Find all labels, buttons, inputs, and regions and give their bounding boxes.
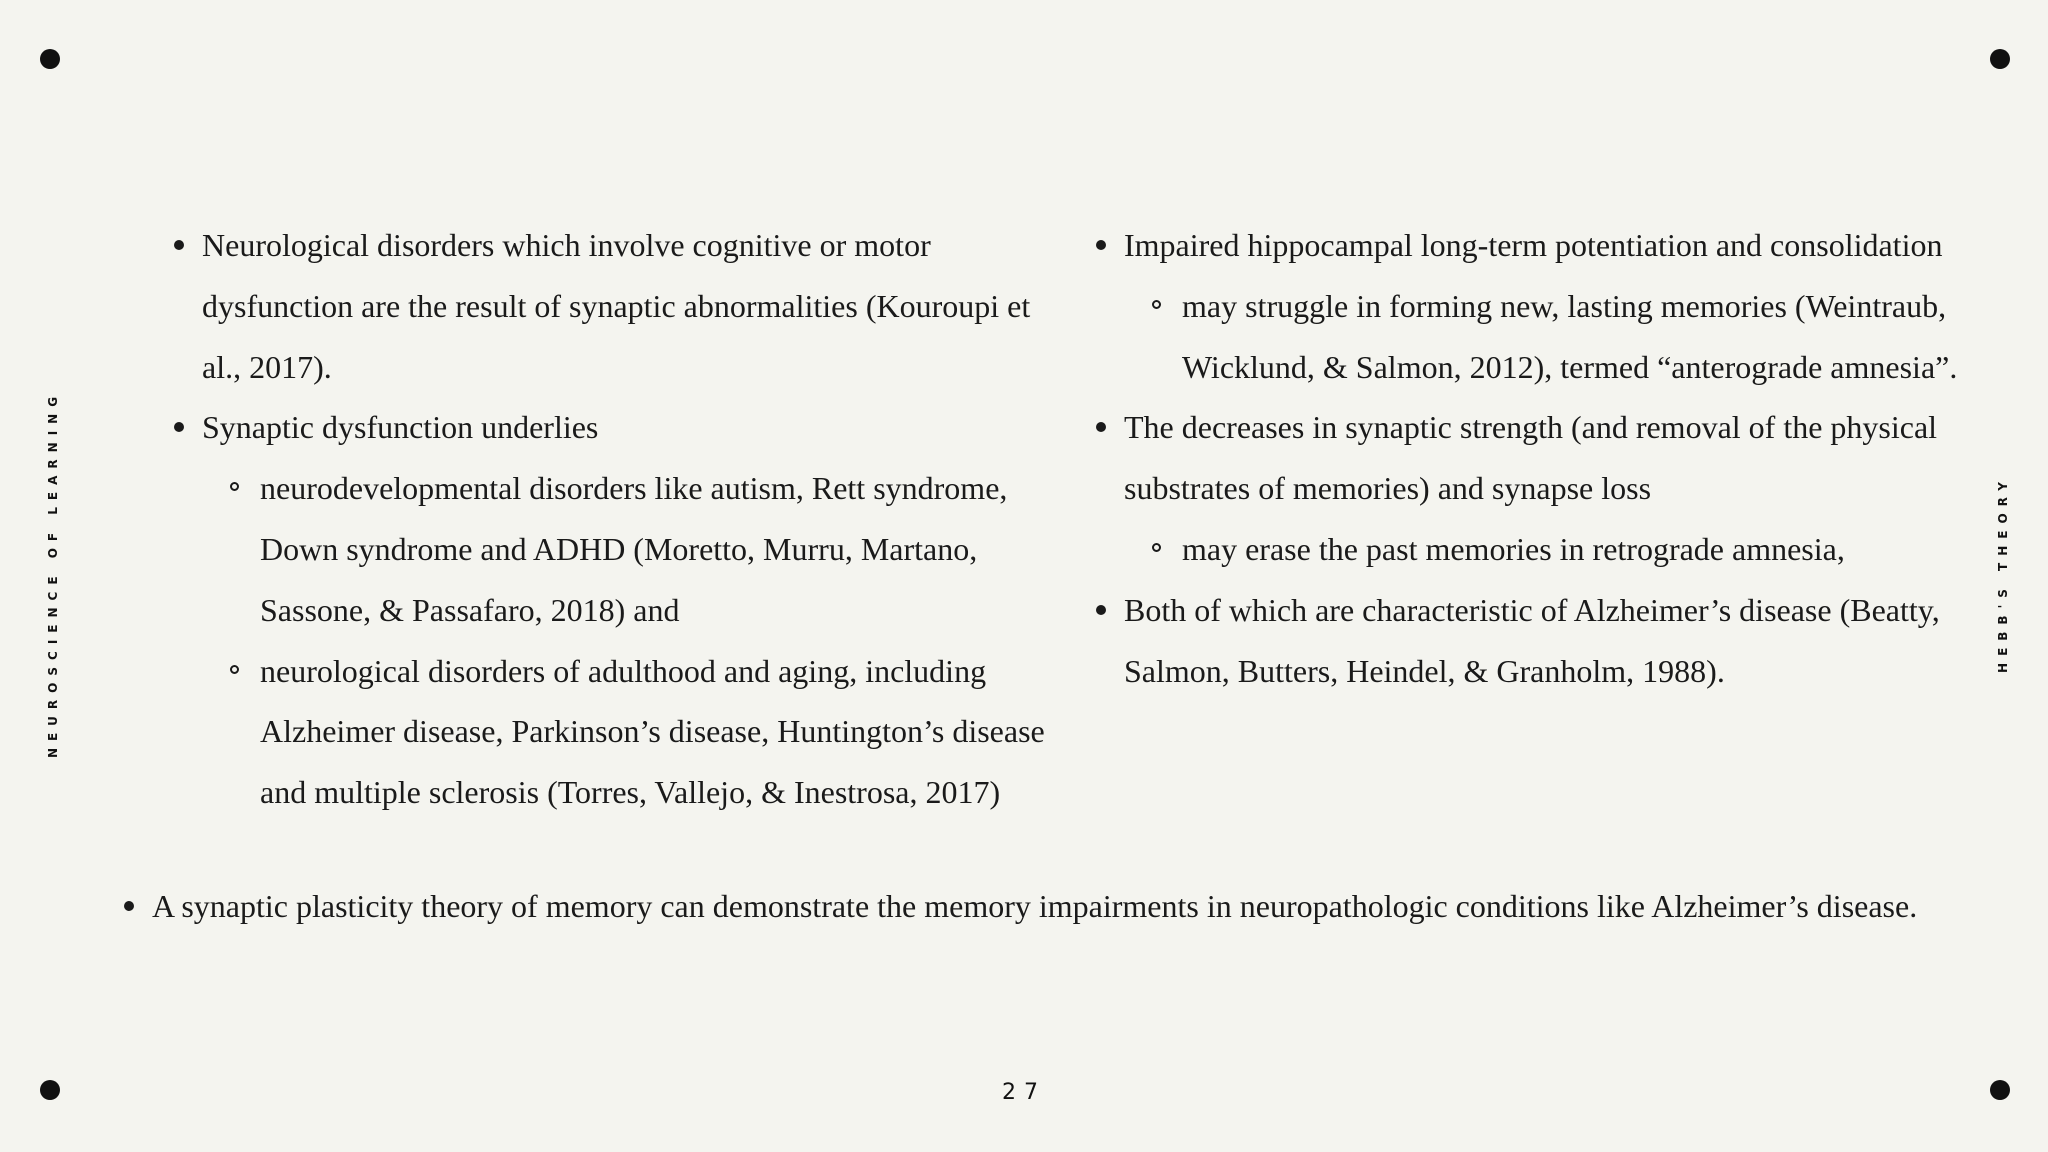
bullet-synaptic-plasticity-theory: A synaptic plasticity theory of memory can demonstrate the memory impairments in neuropathologic conditions like Alzheimer’s disease.: [120, 876, 1980, 937]
sub-bullet-adulthood-aging: neurological disorders of adulthood and aging, including Alzheimer disease, Parkinson’s disease, Huntington’s disease and multiple sclerosis (Torres, Vallejo, & Inestrosa, 2017): [228, 641, 1050, 823]
bullet-synaptic-strength: [1092, 397, 1972, 579]
side-label-right: HEBB'S THEORY: [1996, 475, 2010, 673]
right-bullet-list: [1092, 215, 1972, 701]
right-column: [1092, 215, 1972, 701]
page-number: 27: [1002, 1080, 1046, 1105]
sub-bullet-anterograde-amnesia: may struggle in forming new, lasting memories (Weintraub, Wicklund, & Salmon, 2012), termed “anterograde amnesia”.: [1150, 276, 1972, 398]
bottom-bullet-list: [120, 876, 1980, 937]
sub-bullet-retrograde-amnesia: may erase the past memories in retrograde amnesia,: [1150, 519, 1972, 580]
side-label-left: NEUROSCIENCE OF LEARNING: [46, 389, 60, 759]
synaptic-dysfunction-sublist: [228, 458, 1050, 823]
bullet-impaired-ltp: [1092, 215, 1972, 397]
impaired-ltp-sublist: [1150, 276, 1972, 398]
corner-dot-top-left: [40, 49, 60, 69]
bullet-alzheimers-characteristic: Both of which are characteristic of Alzheimer’s disease (Beatty, Salmon, Butters, Heindel, & Granholm, 1988).: [1092, 580, 1972, 702]
bullet-neurological-disorders: Neurological disorders which involve cognitive or motor dysfunction are the result of synaptic abnormalities (Kouroupi et al., 2017).: [170, 215, 1050, 397]
sub-bullet-neurodevelopmental: neurodevelopmental disorders like autism, Rett syndrome, Down syndrome and ADHD (Moretto, Murru, Martano, Sassone, & Passafaro, 2018) and: [228, 458, 1050, 640]
left-bullet-list: [170, 215, 1050, 823]
bullet-impaired-ltp-label: Impaired hippocampal long-term potentiation and consolidation: [1124, 227, 1943, 263]
corner-dot-top-right: [1990, 49, 2010, 69]
left-column: [170, 215, 1050, 823]
bullet-synaptic-dysfunction: [170, 397, 1050, 823]
synaptic-strength-sublist: [1150, 519, 1972, 580]
bullet-synaptic-strength-label: The decreases in synaptic strength (and removal of the physical substrates of memories) and synapse loss: [1124, 409, 1938, 507]
bullet-synaptic-dysfunction-label: Synaptic dysfunction underlies: [202, 409, 599, 446]
